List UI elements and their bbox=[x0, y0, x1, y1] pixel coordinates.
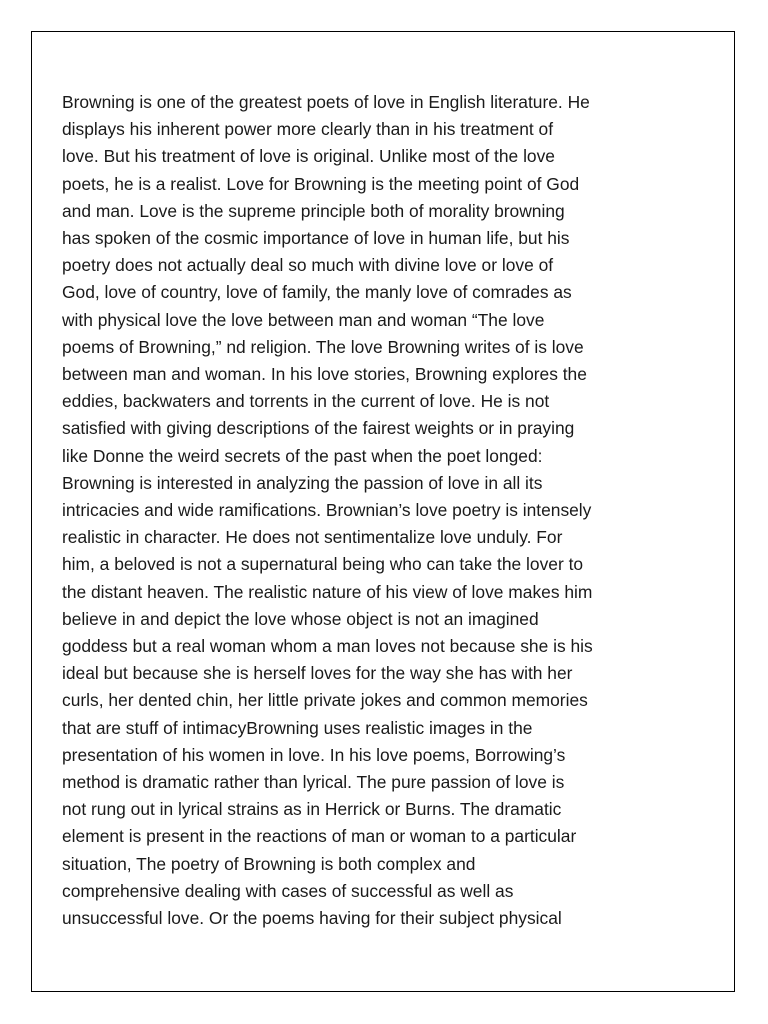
text-line: poems of Browning,” nd religion. The love Browning writes of is love bbox=[62, 336, 584, 357]
text-line: Browning is one of the greatest poets of love in English literature. He bbox=[62, 92, 590, 112]
text-line: realistic in character. He does not sentimentalize love unduly. For bbox=[62, 527, 563, 548]
text-line: intricacies and wide ramifications. Brownian’s love poetry is intensely bbox=[62, 500, 592, 521]
text-line: with physical love the love between man and woman “The love bbox=[62, 309, 545, 330]
text-line: situation, The poetry of Browning is both complex and bbox=[62, 853, 476, 874]
text-line: like Donne the weird secrets of the past when the poet longed: bbox=[62, 445, 543, 466]
text-line: curls, her dented chin, her little private jokes and common memories bbox=[62, 690, 588, 711]
text-line: love. But his treatment of love is original. Unlike most of the love bbox=[62, 146, 555, 167]
text-line: him, a beloved is not a supernatural being who can take the lover to bbox=[62, 554, 584, 575]
text-line: goddess but a real woman whom a man loves not because she is his bbox=[62, 636, 593, 657]
text-line: has spoken of the cosmic importance of love in human life, but his bbox=[62, 228, 570, 249]
text-line: comprehensive dealing with cases of successful as well as bbox=[62, 880, 514, 901]
essay-paragraph bbox=[62, 89, 662, 932]
text-line: presentation of his women in love. In his love poems, Borrowing’s bbox=[62, 744, 566, 765]
text-line: unsuccessful love. Or the poems having for their subject physical bbox=[62, 908, 562, 929]
text-line: poets, he is a realist. Love for Browning is the meeting point of God bbox=[62, 173, 580, 194]
text-line: Browning is interested in analyzing the passion of love in all its bbox=[62, 472, 543, 493]
text-line: satisfied with giving descriptions of the fairest weights or in praying bbox=[62, 418, 575, 439]
text-line: between man and woman. In his love stories, Browning explores the bbox=[62, 364, 587, 385]
text-line: that are stuff of intimacyBrowning uses realistic images in the bbox=[62, 717, 533, 738]
text-line: poetry does not actually deal so much with divine love or love of bbox=[62, 255, 554, 276]
text-line: element is present in the reactions of man or woman to a particular bbox=[62, 826, 577, 847]
text-line: God, love of country, love of family, the manly love of comrades as bbox=[62, 282, 572, 303]
text-line: eddies, backwaters and torrents in the current of love. He is not bbox=[62, 391, 550, 412]
text-line: not rung out in lyrical strains as in Herrick or Burns. The dramatic bbox=[62, 799, 562, 820]
text-line: the distant heaven. The realistic nature of his view of love makes him bbox=[62, 581, 593, 602]
text-line: and man. Love is the supreme principle both of morality browning bbox=[62, 200, 565, 221]
text-line: believe in and depict the love whose object is not an imagined bbox=[62, 608, 539, 629]
text-line: method is dramatic rather than lyrical. The pure passion of love is bbox=[62, 772, 565, 793]
text-line: ideal but because she is herself loves for the way she has with her bbox=[62, 663, 573, 684]
text-line: displays his inherent power more clearly than in his treatment of bbox=[62, 119, 554, 140]
